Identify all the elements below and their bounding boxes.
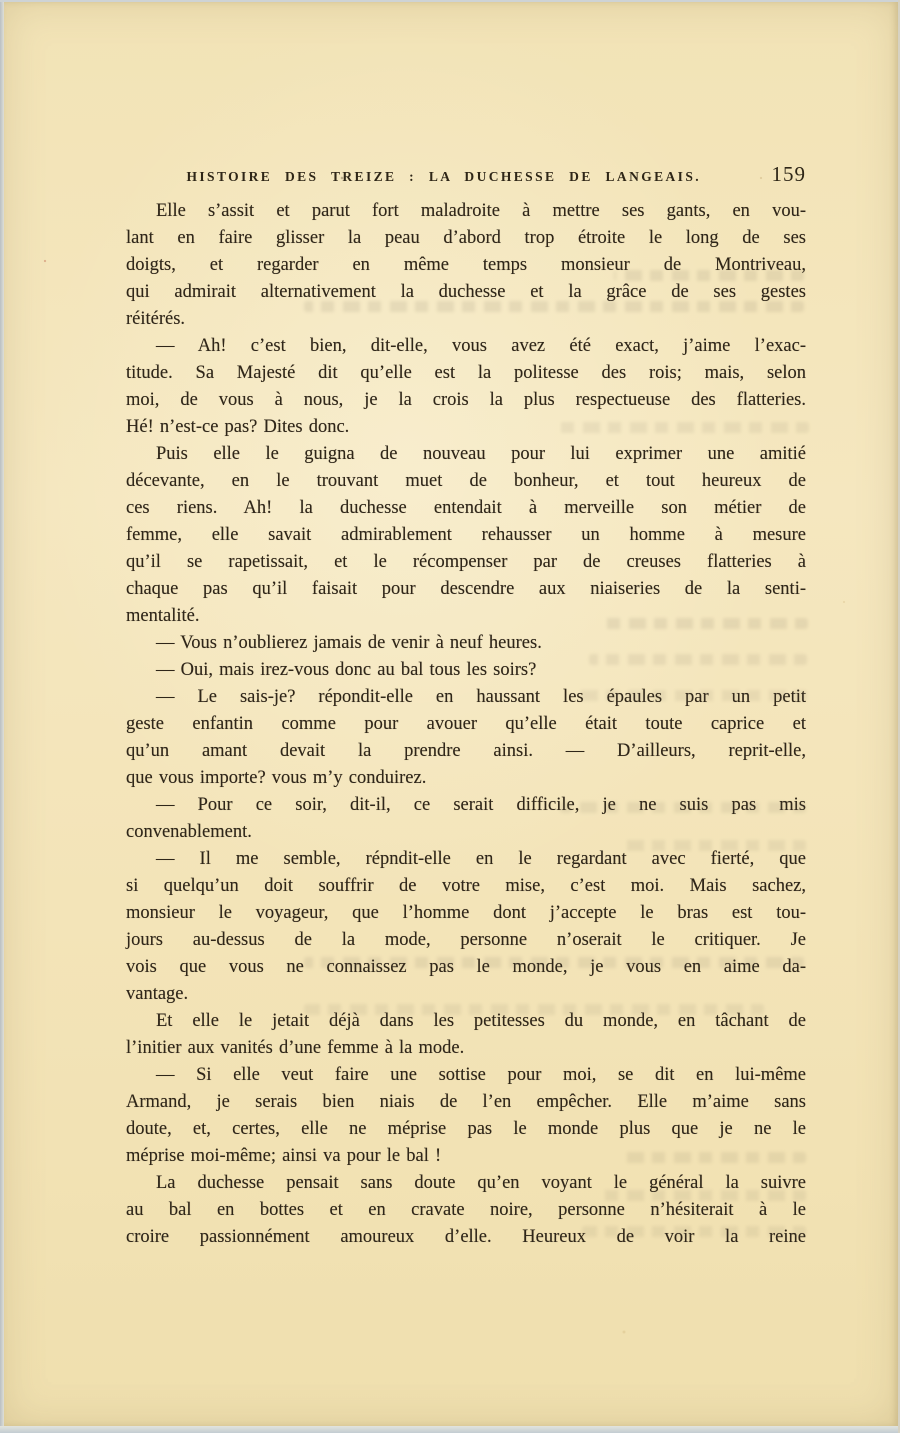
text-line: qu’il se rapetissait, et le récompenser par de creuses flatteries à bbox=[126, 552, 806, 572]
text-line: geste enfantin comme pour avouer qu’elle était toute caprice et bbox=[126, 714, 806, 734]
text-line: moi, de vous à nous, je la crois la plus respectueuse des flatteries. bbox=[126, 390, 806, 410]
text-line: vantage. bbox=[126, 984, 189, 1004]
text-line: croire passionnément amoureux d’elle. Heureux de voir la reine bbox=[126, 1227, 806, 1247]
text-line: — Si elle veut faire une sottise pour moi, se dit en lui-même bbox=[156, 1065, 806, 1085]
paragraph bbox=[126, 630, 806, 657]
bleedthrough-artifact bbox=[582, 1226, 806, 1237]
text-line: — Pour ce soir, dit-il, ce serait difficile, je ne suis pas mis bbox=[156, 795, 806, 815]
text-line: titude. Sa Majesté dit qu’elle est la politesse des rois; mais, selon bbox=[126, 363, 806, 383]
bleedthrough-artifact bbox=[589, 654, 807, 665]
text-line: — Le sais-je? répondit-elle en haussant les épaules par un petit bbox=[156, 687, 806, 707]
text-line: ces riens. Ah! la duchesse entendait à merveille son métier de bbox=[126, 498, 806, 518]
text-line: si quelqu’un doit souffrir de votre mise, c’est moi. Mais sachez, bbox=[126, 876, 806, 896]
text-line: Et elle le jetait déjà dans les petitesses du monde, en tâchant de bbox=[156, 1011, 806, 1031]
text-line: décevante, en le trouvant muet de bonheur, et tout heureux de bbox=[126, 471, 806, 491]
text-line: Armand, je serais bien niais de l’en empêcher. Elle m’aime sans bbox=[126, 1092, 806, 1112]
text-line: réitérés. bbox=[126, 309, 186, 329]
text-line: jours au-dessus de la mode, personne n’oserait le critiquer. Je bbox=[126, 930, 806, 950]
paragraph bbox=[126, 792, 806, 846]
paragraph bbox=[126, 846, 806, 1008]
text-line: Elle s’assit et parut fort maladroite à mettre ses gants, en vou- bbox=[156, 201, 806, 221]
text-line: au bal en bottes et en cravate noire, personne n’hésiterait à le bbox=[126, 1200, 806, 1220]
text-line: vois que vous ne connaissez pas le monde, je vous en aime da- bbox=[126, 957, 806, 977]
text-line: qu’un amant devait la prendre ainsi. — D’ailleurs, reprit-elle, bbox=[126, 741, 806, 761]
text-line: Hé! n’est-ce pas? Dites donc. bbox=[126, 417, 350, 437]
bleedthrough-artifact bbox=[579, 690, 807, 701]
paragraph bbox=[126, 441, 806, 630]
paragraph bbox=[126, 1170, 806, 1251]
scan-edge-left bbox=[0, 0, 4, 1433]
running-title: HISTOIRE DES TREIZE : LA DUCHESSE DE LANGEAIS. bbox=[186, 169, 702, 184]
page-number: 159 bbox=[771, 162, 806, 186]
text-line: doigts, et regarder en même temps monsieur de Montriveau, bbox=[126, 255, 806, 275]
text-line: monsieur le voyageur, que l’homme dont j’accepte le bras est tou- bbox=[126, 903, 806, 923]
text-line: qui admirait alternativement la duchesse et la grâce de ses gestes bbox=[126, 282, 806, 302]
text-line: chaque pas qu’il faisait pour descendre aux niaiseries de la senti- bbox=[126, 579, 806, 599]
page-header bbox=[126, 162, 806, 187]
text-line: lant en faire glisser la peau d’abord trop étroite le long de ses bbox=[126, 228, 806, 248]
text-line: convenablement. bbox=[126, 822, 252, 842]
text-line: — Ah! c’est bien, dit-elle, vous avez été exact, j’aime l’exac- bbox=[156, 336, 806, 356]
text-line: La duchesse pensait sans doute qu’en voyant le général la suivre bbox=[156, 1173, 806, 1193]
text-line: doute, et, certes, elle ne méprise pas le monde plus que je ne le bbox=[126, 1119, 806, 1139]
bleedthrough-artifact bbox=[600, 618, 808, 629]
text-line: — Oui, mais irez-vous donc au bal tous les soirs? bbox=[156, 660, 537, 680]
text-line: l’initier aux vanités d’une femme à la mode. bbox=[126, 1038, 465, 1058]
bleedthrough-artifact bbox=[618, 1152, 806, 1163]
text-line: méprise moi-même; ainsi va pour le bal ! bbox=[126, 1146, 442, 1166]
bleedthrough-artifact bbox=[304, 957, 804, 968]
text-line: — Il me semble, répndit-elle en le regardant avec fierté, que bbox=[156, 849, 806, 869]
scan-edge-top bbox=[0, 0, 900, 2]
text-line: femme, elle savait admirablement rehausser un homme à mesure bbox=[126, 525, 806, 545]
bleedthrough-artifact bbox=[620, 840, 806, 851]
text-block bbox=[126, 198, 806, 1251]
bleedthrough-artifact bbox=[304, 1004, 764, 1015]
paragraph bbox=[126, 198, 806, 333]
bleedthrough-artifact bbox=[304, 301, 804, 312]
scan-edge-bottom bbox=[0, 1426, 900, 1433]
text-line: que vous importe? vous m’y conduirez. bbox=[126, 768, 427, 788]
text-line: Puis elle le guigna de nouveau pour lui exprimer une amitié bbox=[156, 444, 806, 464]
paragraph bbox=[126, 1008, 806, 1062]
paper-background bbox=[4, 2, 898, 1426]
bleedthrough-artifact bbox=[559, 422, 809, 433]
bleedthrough-artifact bbox=[614, 270, 804, 281]
text-line: — Vous n’oublierez jamais de venir à neuf heures. bbox=[156, 633, 542, 653]
bleedthrough-artifact bbox=[560, 802, 806, 813]
text-line: mentalité. bbox=[126, 606, 200, 626]
bleedthrough-artifact bbox=[600, 1190, 806, 1201]
